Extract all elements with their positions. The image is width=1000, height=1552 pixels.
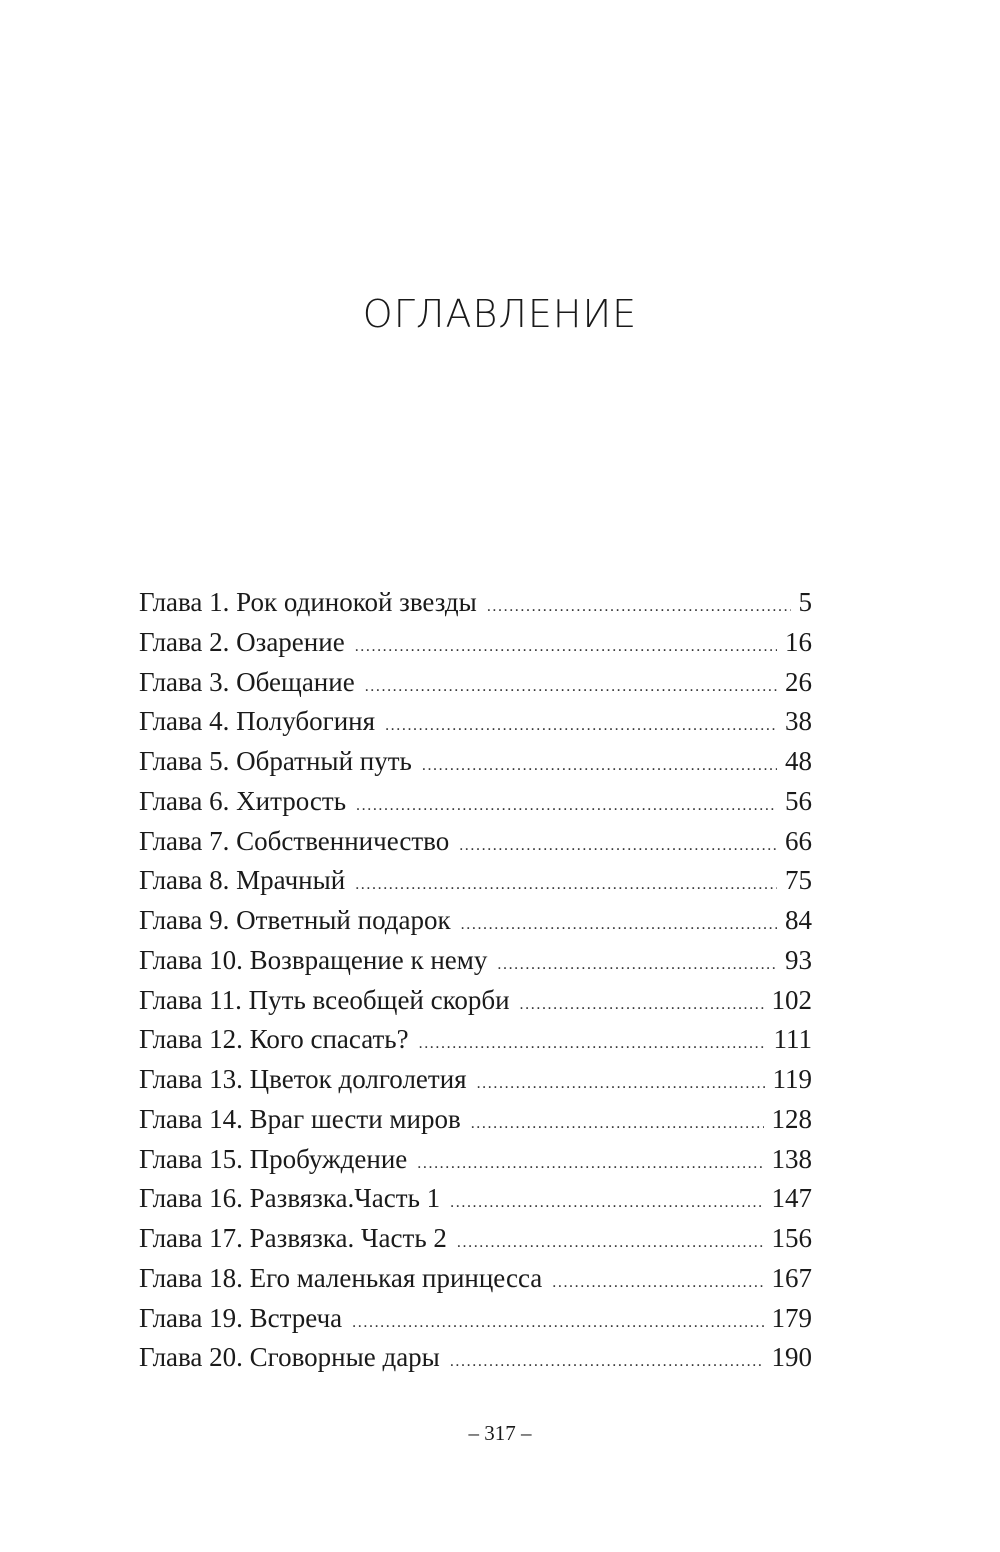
toc-entry-page: 26: [785, 666, 812, 697]
dot-leader: [385, 706, 777, 746]
toc-entry: [139, 941, 812, 981]
toc-entry-title: Глава 12. Кого спасать?: [139, 1024, 409, 1055]
toc-entry-title: Глава 10. Возвращение к нему: [139, 944, 488, 975]
toc-entry: [139, 901, 812, 941]
dot-leader: [487, 587, 791, 627]
page-number: – 317 –: [468, 1421, 532, 1445]
toc-entry-page: 75: [785, 865, 812, 896]
dot-leader: [356, 786, 777, 826]
table-of-contents: [139, 583, 812, 1378]
toc-entry: [139, 822, 812, 862]
toc-entry-page: 111: [773, 1024, 812, 1055]
toc-entry-title: Глава 5. Обратный путь: [139, 746, 412, 776]
toc-entry-page: 119: [772, 1064, 812, 1094]
toc-entry: [139, 1179, 812, 1219]
page-title: ОГЛАВЛЕНИЕ: [362, 292, 638, 336]
toc-entry-page: 190: [771, 1342, 812, 1373]
toc-entry: [139, 1020, 812, 1060]
toc-entry-title: Глава 1. Рок одинокой звезды: [139, 587, 477, 617]
dot-leader: [355, 627, 777, 667]
toc-entry: [139, 702, 812, 742]
dot-leader: [457, 1223, 764, 1263]
toc-entry-page: 5: [798, 587, 812, 617]
toc-entry-page: 102: [771, 984, 812, 1015]
dot-leader: [422, 746, 777, 786]
toc-entry-title: Глава 16. Развязка.Часть 1: [139, 1183, 441, 1214]
toc-entry-page: 66: [785, 825, 812, 856]
toc-entry-title: Глава 11. Путь всеобщей скорби: [139, 984, 510, 1015]
dot-leader: [352, 1303, 763, 1343]
toc-entry: [139, 1338, 812, 1378]
toc-entry: [139, 1259, 812, 1299]
dot-leader: [552, 1263, 763, 1303]
toc-entry-title: Глава 20. Сговорные дары: [139, 1342, 440, 1373]
toc-entry: [139, 1140, 812, 1180]
toc-entry-title: Глава 8. Мрачный: [139, 865, 346, 896]
toc-entry: [139, 861, 812, 901]
toc-entry: [139, 1219, 812, 1259]
toc-entry-page: 156: [771, 1223, 812, 1253]
toc-entry-page: 167: [771, 1262, 812, 1293]
toc-entry: [139, 981, 812, 1021]
toc-entry-title: Глава 9. Ответный подарок: [139, 905, 451, 935]
toc-entry-title: Глава 6. Хитрость: [139, 785, 347, 816]
toc-entry-title: Глава 14. Враг шести миров: [139, 1103, 461, 1134]
toc-entry-page: 16: [785, 626, 812, 657]
toc-entry-page: 56: [785, 785, 812, 816]
toc-entry-title: Глава 18. Его маленькая принцесса: [139, 1262, 543, 1293]
dot-leader: [520, 985, 764, 1025]
toc-entry: [139, 663, 812, 703]
toc-entry: [139, 1100, 812, 1140]
dot-leader: [417, 1144, 763, 1184]
toc-entry: [139, 583, 812, 623]
toc-entry: [139, 1299, 812, 1339]
toc-entry-title: Глава 3. Обещание: [139, 666, 355, 697]
dot-leader: [477, 1064, 765, 1104]
dot-leader: [461, 905, 777, 945]
toc-entry-page: 38: [785, 706, 812, 737]
dot-leader: [365, 667, 777, 707]
toc-entry-page: 84: [785, 905, 812, 935]
toc-entry-page: 48: [785, 746, 812, 776]
toc-entry-page: 93: [785, 944, 812, 975]
toc-entry-title: Глава 17. Развязка. Часть 2: [139, 1223, 447, 1253]
toc-entry: [139, 782, 812, 822]
toc-entry-page: 147: [771, 1183, 812, 1214]
dot-leader: [419, 1024, 766, 1064]
toc-entry-title: Глава 2. Озарение: [139, 626, 345, 657]
toc-entry-title: Глава 7. Собственничество: [139, 825, 450, 856]
toc-entry-title: Глава 19. Встреча: [139, 1302, 343, 1333]
toc-entry-page: 138: [771, 1143, 812, 1174]
dot-leader: [355, 865, 777, 905]
toc-entry-title: Глава 4. Полубогиня: [139, 706, 376, 737]
toc-entry-title: Глава 15. Пробуждение: [139, 1143, 408, 1174]
toc-entry: [139, 1060, 812, 1100]
toc-entry: [139, 742, 812, 782]
toc-entry-title: Глава 13. Цветок долголетия: [139, 1064, 467, 1094]
dot-leader: [450, 1342, 764, 1382]
toc-entry: [139, 623, 812, 663]
dot-leader: [459, 826, 777, 866]
dot-leader: [471, 1104, 764, 1144]
toc-entry-page: 128: [771, 1103, 812, 1134]
dot-leader: [450, 1183, 763, 1223]
dot-leader: [497, 945, 777, 985]
toc-entry-page: 179: [771, 1302, 812, 1333]
